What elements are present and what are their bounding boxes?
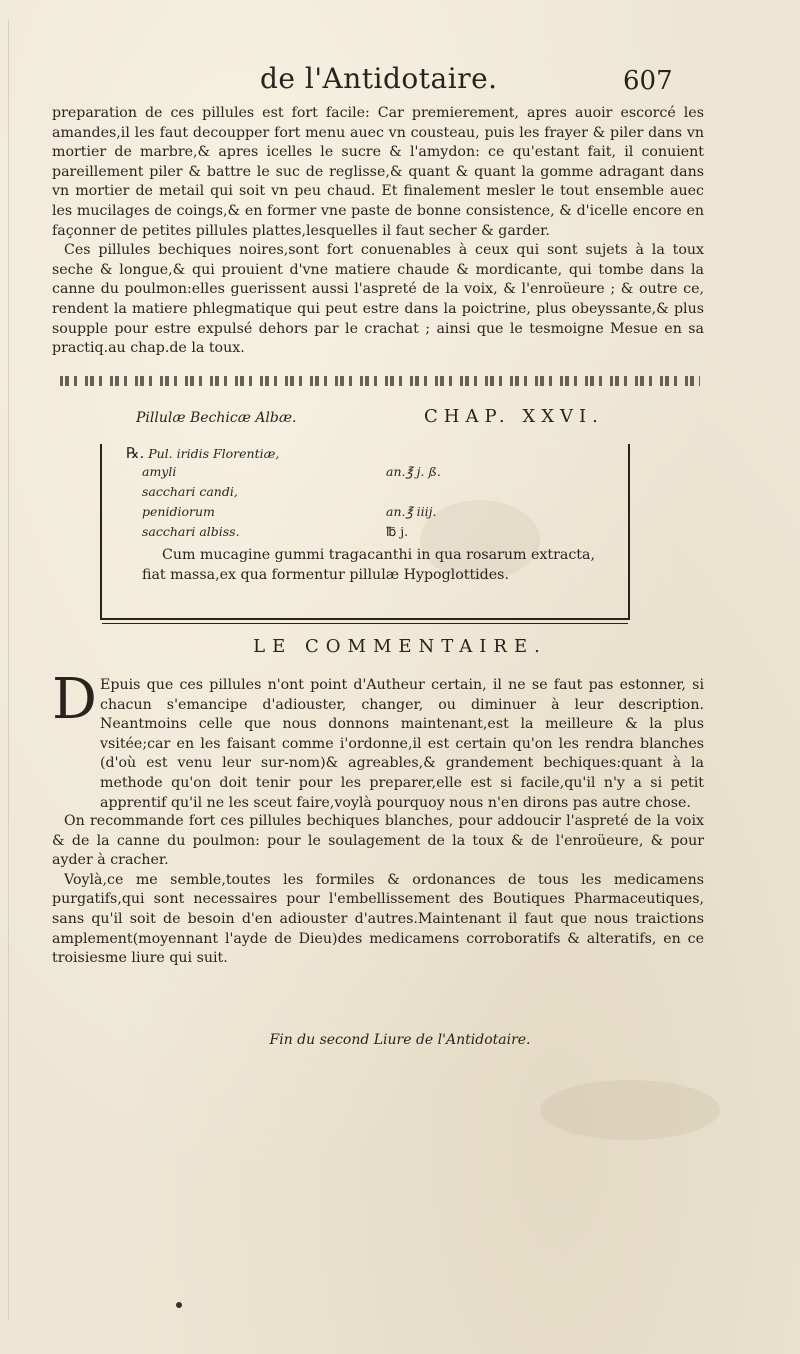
- running-head: de l'Antidotaire.: [260, 62, 498, 95]
- chapter-heading: [0, 406, 800, 430]
- box-bottom-rule: [102, 618, 628, 624]
- page-header: [0, 58, 800, 98]
- finis-line: Fin du second Liure de l'Antidotaire.: [269, 1032, 531, 1048]
- intro-text: [52, 104, 704, 359]
- intro-paragraph: Ces pillules bechiques noires,sont fort conuenables à ceux qui sont sujets à la toux seche & longue,& qui prouient d'vne matiere chaude & mordicante, qui tombe dans la canne du poulmon:elles guerissent aussi l'aspreté de la voix, & l'enroüeure ; & outre ce, rendent la matiere phlegmatique qui peut estre dans la poictrine, plus obeyssante,& plus soupple pour estre expulsé dehors par le crachat ; ainsi que le tesmoigne Mesue en sa practiq.au chap.de la toux.: [52, 242, 704, 357]
- recipe-box: [100, 444, 630, 620]
- page-number: 607: [623, 66, 673, 96]
- commentary-paragraph: Voylà,ce me semble,toutes les formiles & ordonances de tous les medicamens purgatifs,qui sont necessaires pour l'embellissement des Boutiques Pharmaceutiques, sans qu'il soit de besoin d'en adiouster d'autres.Maintenant il faut que nous traictions amplement(moyennant l'ayde de Dieu)des medicamens corroboratifs & alteratifs, en ce troisiesme liure qui suit.: [52, 871, 704, 967]
- recipe-title: Pillulæ Bechicæ Albæ.: [136, 410, 297, 426]
- recipe-instructions: [142, 546, 614, 585]
- commentary-heading: LE COMMENTAIRE.: [253, 636, 547, 657]
- ingredient-name: penidiorum: [142, 504, 215, 519]
- recipe-line: [126, 444, 279, 462]
- commentary-text-continued: [52, 812, 704, 969]
- ingredient-name: sacchari candi,: [142, 484, 238, 499]
- ingredient-name: sacchari albiss.: [142, 524, 240, 539]
- ingredient-quantity: ℔ j.: [386, 524, 409, 539]
- ingredient-quantity: an.℥ iiij.: [386, 504, 437, 519]
- ornamental-divider: [60, 376, 700, 386]
- commentary-text: [100, 676, 704, 813]
- commentary-paragraph: Epuis que ces pillules n'ont point d'Autheur certain, il ne se faut pas estonner, si chacun s'emancipe d'adiouster, changer, ou diminuer à leur description. Neantmoins celle que nous donnons maintenant,est la meilleure & la plus vsitée;car en les faisant comme i'ordonne,il est certain qu'on les rendra blanches (d'où est venu leur sur-nom)& agreables,& grandement bechiques:quant à la methode qu'on doit tenir pour les preparer,elle est si facile,qu'il n'y a si petit apprentif qu'il ne les sceut faire,voylà pourquoy nous n'en dirons pas autre chose.: [100, 677, 704, 811]
- ink-dot: [176, 1302, 182, 1308]
- instruction-line: Cum mucagine gummi tragacanthi in qua rosarum extracta,: [162, 547, 595, 563]
- commentary-paragraph: On recommande fort ces pillules bechiques blanches, pour addoucir l'aspreté de la voix & de la canne du poulmon: pour le soulagement de la toux & de l'enroüeure, & pour ayder à cracher.: [52, 813, 704, 869]
- ingredient-name: amyli: [142, 464, 177, 479]
- paper-stain: [540, 1080, 720, 1140]
- drop-cap: D: [52, 667, 97, 732]
- instruction-line: fiat massa,ex qua formentur pillulæ Hypoglottides.: [142, 566, 509, 583]
- ingredient-quantity: an.℥ j. ß.: [386, 464, 441, 479]
- ingredient-name: Pul. iridis Florentiæ,: [148, 446, 280, 461]
- gutter-line: [8, 20, 9, 1320]
- chapter-label: CHAP. XXVI.: [424, 406, 604, 427]
- recipe-symbol: ℞.: [126, 444, 145, 462]
- intro-paragraph: preparation de ces pillules est fort facile: Car premierement, apres auoir escorcé les amandes,il les faut decoupper fort menu auec vn cousteau, puis les frayer & piler dans vn mortier de marbre,& apres icelles le sucre & l'amydon: ce qu'estant fait, il conuient pareillement piler & battre le suc de reglisse,& quant & quant la gomme adragant dans vn mortier de metail qui soit vn peu chaud. Et finalement mesler le tout ensemble auec les mucilages de coings,& en former vne paste de bonne consistence, & d'icelle encore en façonner de petites pillules plattes,lesquelles il faut secher & garder.: [52, 105, 704, 239]
